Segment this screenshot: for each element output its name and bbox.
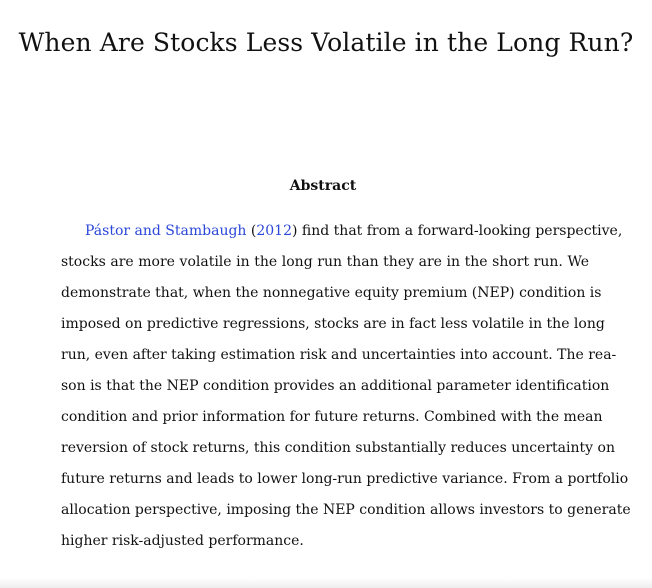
abstract-line-6: son is that the NEP condition provides an additional parameter identification: [61, 378, 610, 394]
abstract-line-11: higher risk-adjusted performance.: [61, 533, 304, 549]
citation-open-paren: (: [250, 223, 257, 239]
abstract-line-1: [61, 216, 623, 247]
page-bottom-edge: [0, 578, 652, 588]
abstract-line-10: allocation perspective, imposing the NEP condition allows investors to generate: [61, 502, 631, 518]
citation-authors-link[interactable]: Pástor and Stambaugh: [85, 223, 247, 239]
abstract-line-5: run, even after taking estimation risk and uncertainties into account. The rea-: [61, 347, 617, 363]
paper-title: When Are Stocks Less Volatile in the Long Run?: [18, 28, 634, 57]
abstract-line-9: future returns and leads to lower long-run predictive variance. From a portfolio: [61, 471, 629, 487]
abstract-line-1-text: find that from a forward-looking perspective,: [297, 223, 623, 239]
abstract-line-4: imposed on predictive regressions, stocks are in fact less volatile in the long: [61, 316, 605, 332]
citation-close-paren: ): [292, 223, 298, 239]
abstract-line-2: stocks are more volatile in the long run than they are in the short run. We: [61, 254, 589, 270]
abstract-body: [61, 216, 631, 557]
abstract-heading: Abstract: [289, 178, 357, 194]
abstract-line-3: demonstrate that, when the nonnegative equity premium (NEP) condition is: [61, 285, 602, 301]
abstract-line-8: reversion of stock returns, this condition substantially reduces uncertainty on: [61, 440, 615, 456]
abstract-line-7: condition and prior information for future returns. Combined with the mean: [61, 409, 603, 425]
citation-year-link[interactable]: 2012: [256, 223, 292, 239]
